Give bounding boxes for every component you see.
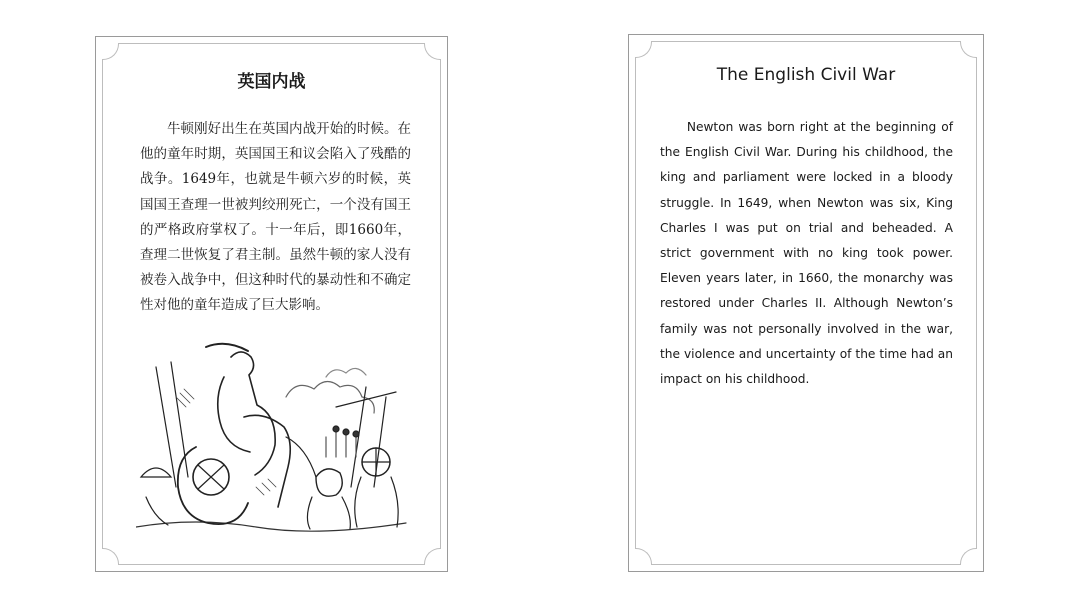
frame-corner bbox=[960, 548, 977, 565]
chinese-page-title: 英国内战 bbox=[237, 72, 306, 92]
frame-corner bbox=[424, 43, 441, 60]
frame-corner bbox=[635, 548, 652, 565]
english-page-body: Newton was born right at the beginning of the English Civil War. During his childhood, the king and parliament were locked in a bloody struggle. In 1649, when Newton was six, King Charles I was put on trial and beheaded. A strict government with no king took power. Eleven years later, in 1660, the monarchy was restored under Charles II. Although Newton’s family was not personally involved in the war, the violence and uncertainty of the time had an impact on his childhood. bbox=[660, 120, 953, 387]
civil-war-battle-illustration bbox=[136, 337, 408, 537]
chinese-page-card bbox=[95, 36, 448, 572]
english-page-title: The English Civil War bbox=[716, 65, 896, 85]
frame-corner bbox=[960, 41, 977, 58]
frame-corner bbox=[424, 548, 441, 565]
frame-corner bbox=[102, 548, 119, 565]
chinese-page-body: 牛顿刚好出生在英国内战开始的时候。在他的童年时期，英国国王和议会陷入了残酷的战争。1649年，也就是牛顿六岁的时候，英国国王查理一世被判绞刑死亡，一个没有国王的严格政府掌权了。十一年后，即1660年，查理二世恢复了君主制。虽然牛顿的家人没有被卷入战争中，但这种时代的暴动性和不确定性对他的童年造成了巨大影响。 bbox=[140, 121, 411, 314]
english-page-card bbox=[628, 34, 984, 572]
frame-corner bbox=[102, 43, 119, 60]
frame-corner bbox=[635, 41, 652, 58]
